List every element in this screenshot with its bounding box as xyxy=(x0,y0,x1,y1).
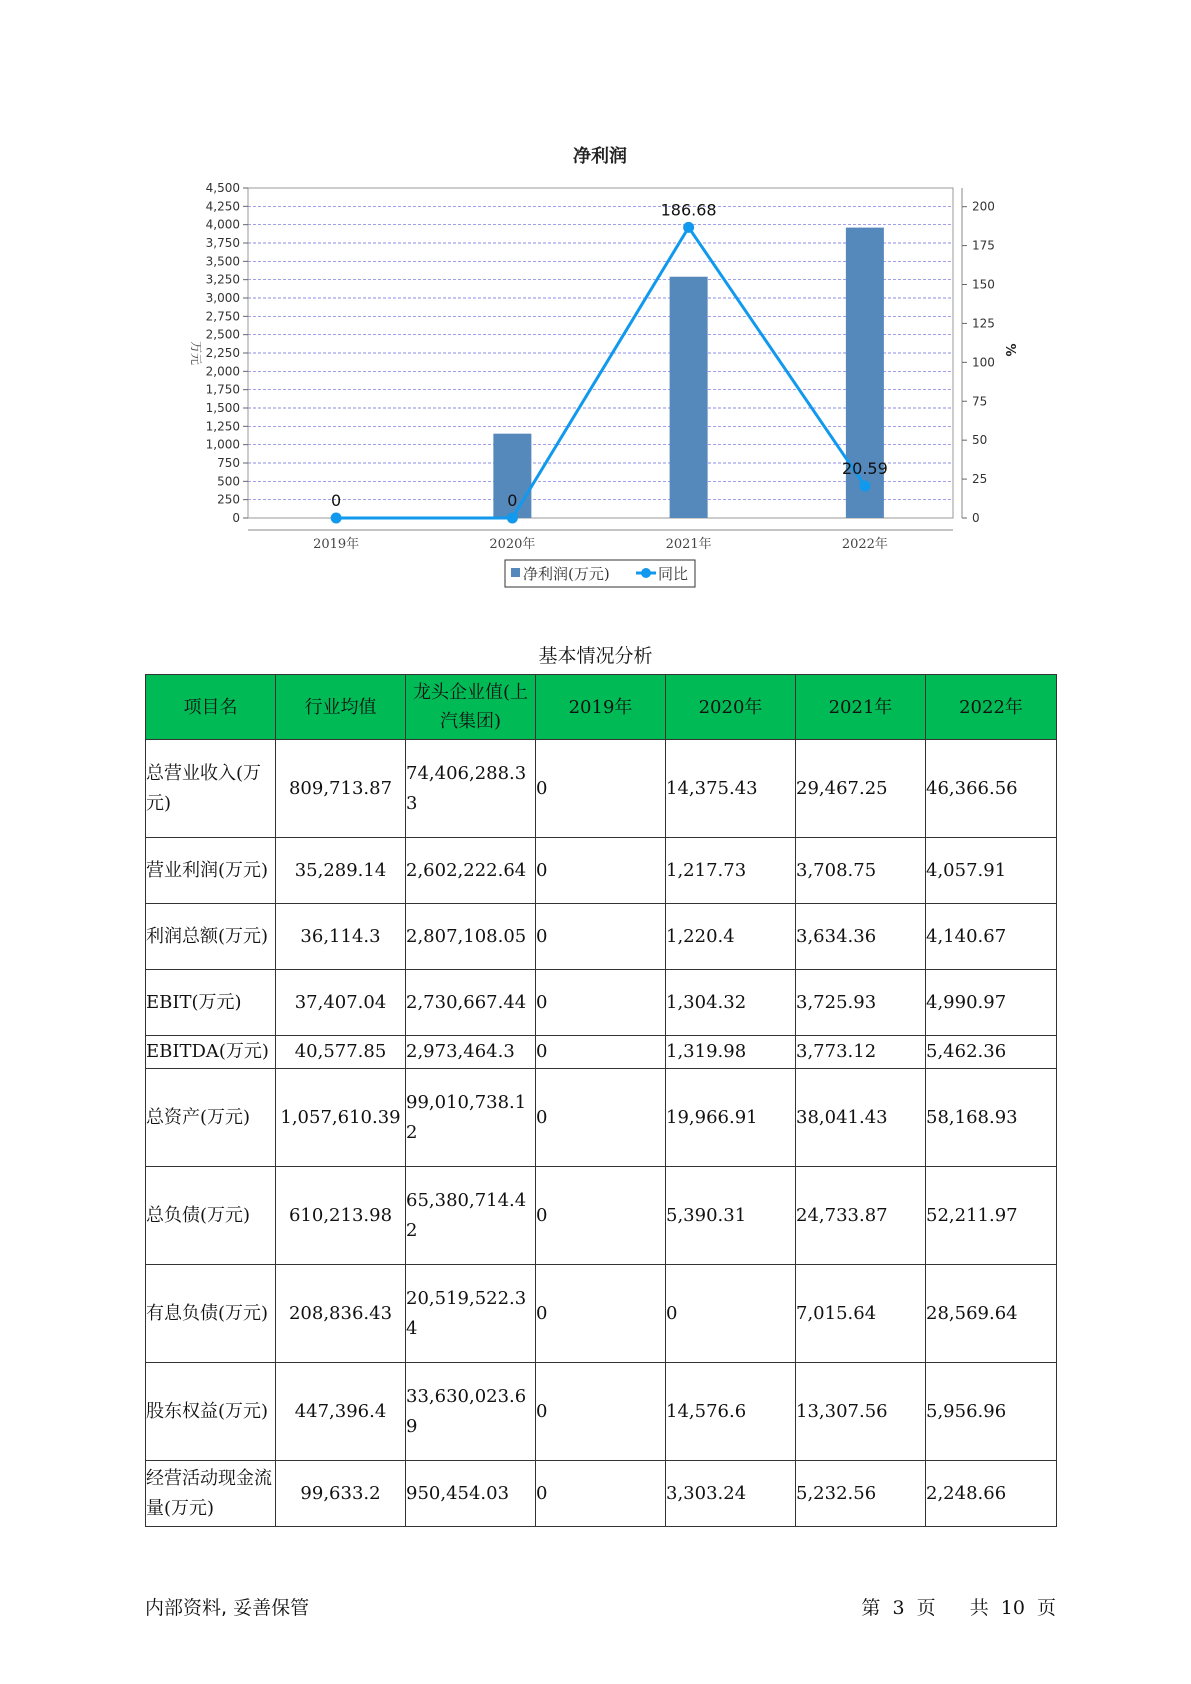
right-tick-label: 100 xyxy=(972,355,995,370)
line-point xyxy=(507,513,518,524)
cell-item-name: 总负债(万元) xyxy=(146,1167,276,1265)
left-tick-label: 1,000 xyxy=(205,437,240,452)
left-tick-label: 3,250 xyxy=(205,272,240,287)
x-tick-label: 2022年 xyxy=(841,537,888,552)
data-label: 186.68 xyxy=(660,200,717,220)
cell-industry-avg: 1,057,610.39 xyxy=(276,1069,406,1167)
cell-leader-value: 33,630,023.69 xyxy=(406,1363,536,1461)
line-path xyxy=(336,227,865,518)
right-axis xyxy=(962,188,995,525)
cell-industry-avg: 37,407.04 xyxy=(276,970,406,1036)
left-tick-label: 2,250 xyxy=(205,346,240,360)
cell-2019: 0 xyxy=(536,1461,666,1527)
chart-title: 净利润 xyxy=(573,146,627,167)
left-tick-label: 1,500 xyxy=(205,401,240,415)
cell-industry-avg: 610,213.98 xyxy=(276,1167,406,1265)
left-tick-label: 750 xyxy=(217,456,240,470)
line-series xyxy=(331,200,888,523)
table-row xyxy=(146,904,1057,970)
cell-2022: 28,569.64 xyxy=(926,1265,1057,1363)
left-tick-label: 250 xyxy=(217,492,240,507)
cell-2019: 0 xyxy=(536,838,666,904)
legend-bar-label: 净利润(万元) xyxy=(523,565,610,583)
header-leader-value: 龙头企业值(上汽集团) xyxy=(406,675,536,740)
cell-2022: 52,211.97 xyxy=(926,1167,1057,1265)
right-tick-label: 25 xyxy=(972,472,988,487)
footer-page-number xyxy=(861,1593,1056,1620)
bar xyxy=(670,277,708,518)
cell-2021: 3,725.93 xyxy=(796,970,926,1036)
left-tick-label: 500 xyxy=(217,474,240,489)
cell-leader-value: 99,010,738.12 xyxy=(406,1069,536,1167)
cell-2022: 5,956.96 xyxy=(926,1363,1057,1461)
cell-2020: 1,304.32 xyxy=(666,970,796,1036)
cell-2022: 4,057.91 xyxy=(926,838,1057,904)
basic-analysis-table xyxy=(145,674,1057,1527)
cell-2020: 1,217.73 xyxy=(666,838,796,904)
footer-confidential-note: 内部资料, 妥善保管 xyxy=(145,1597,310,1619)
data-label: 0 xyxy=(331,491,342,510)
table-row xyxy=(146,1069,1057,1167)
right-tick-label: 75 xyxy=(972,394,988,409)
cell-leader-value: 2,730,667.44 xyxy=(406,970,536,1036)
table-row xyxy=(146,1265,1057,1363)
header-2021: 2021年 xyxy=(796,675,926,740)
cell-2022: 4,140.67 xyxy=(926,904,1057,970)
cell-2019: 0 xyxy=(536,1363,666,1461)
chart-legend xyxy=(505,560,695,587)
cell-2021: 3,634.36 xyxy=(796,904,926,970)
cell-industry-avg: 447,396.4 xyxy=(276,1363,406,1461)
cell-2021: 3,773.12 xyxy=(796,1036,926,1069)
cell-2021: 3,708.75 xyxy=(796,838,926,904)
left-axis xyxy=(206,181,248,525)
left-tick-label: 0 xyxy=(232,511,240,525)
left-tick-label: 1,250 xyxy=(205,419,240,434)
cell-item-name: EBIT(万元) xyxy=(146,970,276,1036)
cell-item-name: 有息负债(万元) xyxy=(146,1265,276,1363)
right-tick-label: 0 xyxy=(972,511,980,525)
cell-2019: 0 xyxy=(536,740,666,838)
total-prefix: 共 xyxy=(969,1597,989,1619)
right-tick-label: 50 xyxy=(972,433,988,448)
cell-leader-value: 2,602,222.64 xyxy=(406,838,536,904)
net-profit-chart xyxy=(0,0,1191,600)
cell-item-name: 总资产(万元) xyxy=(146,1069,276,1167)
left-tick-label: 1,750 xyxy=(205,382,240,397)
cell-leader-value: 74,406,288.33 xyxy=(406,740,536,838)
cell-leader-value: 2,973,464.3 xyxy=(406,1036,536,1069)
cell-2021: 38,041.43 xyxy=(796,1069,926,1167)
right-tick-label: 125 xyxy=(972,316,995,331)
cell-item-name: 营业利润(万元) xyxy=(146,838,276,904)
left-tick-label: 2,500 xyxy=(205,327,240,342)
table-row xyxy=(146,1036,1057,1069)
data-label: 0 xyxy=(507,491,518,510)
cell-leader-value: 950,454.03 xyxy=(406,1461,536,1527)
header-2020: 2020年 xyxy=(666,675,796,740)
cell-2022: 4,990.97 xyxy=(926,970,1057,1036)
table-row xyxy=(146,1363,1057,1461)
table-row xyxy=(146,970,1057,1036)
left-tick-label: 2,750 xyxy=(205,309,240,324)
cell-item-name: 利润总额(万元) xyxy=(146,904,276,970)
bar-series xyxy=(493,228,884,518)
header-item-name: 项目名 xyxy=(146,675,276,740)
line-point xyxy=(331,513,342,524)
cell-2020: 3,303.24 xyxy=(666,1461,796,1527)
cell-item-name: 经营活动现金流量(万元) xyxy=(146,1461,276,1527)
left-tick-label: 4,000 xyxy=(205,217,240,232)
table-row xyxy=(146,838,1057,904)
table-row xyxy=(146,1167,1057,1265)
left-tick-label: 4,250 xyxy=(205,199,240,214)
cell-2020: 14,375.43 xyxy=(666,740,796,838)
cell-2020: 19,966.91 xyxy=(666,1069,796,1167)
total-pages: 10 xyxy=(1000,1597,1025,1619)
header-2019: 2019年 xyxy=(536,675,666,740)
left-axis-label: 万元 xyxy=(189,340,203,366)
data-label: 20.59 xyxy=(841,458,888,478)
cell-2021: 7,015.64 xyxy=(796,1265,926,1363)
left-tick-label: 3,750 xyxy=(205,236,240,250)
x-tick-label: 2020年 xyxy=(489,537,536,552)
x-tick-label: 2021年 xyxy=(665,537,712,552)
cell-industry-avg: 99,633.2 xyxy=(276,1461,406,1527)
cell-2019: 0 xyxy=(536,904,666,970)
page-number: 3 xyxy=(892,1597,905,1619)
cell-2021: 24,733.87 xyxy=(796,1167,926,1265)
left-tick-label: 2,000 xyxy=(205,364,240,379)
line-point xyxy=(859,480,870,491)
right-tick-label: 200 xyxy=(972,199,995,214)
page-prefix: 第 xyxy=(861,1597,881,1619)
cell-2021: 13,307.56 xyxy=(796,1363,926,1461)
cell-industry-avg: 40,577.85 xyxy=(276,1036,406,1069)
left-tick-label: 3,000 xyxy=(205,291,240,305)
left-tick-label: 3,500 xyxy=(205,254,240,269)
cell-2019: 0 xyxy=(536,1265,666,1363)
legend-bar-swatch xyxy=(511,568,520,577)
total-unit: 页 xyxy=(1036,1597,1056,1619)
legend-line-label: 同比 xyxy=(658,565,689,583)
left-tick-label: 4,500 xyxy=(205,181,240,195)
cell-item-name: 总营业收入(万元) xyxy=(146,740,276,838)
cell-2022: 2,248.66 xyxy=(926,1461,1057,1527)
cell-2020: 0 xyxy=(666,1265,796,1363)
cell-2021: 29,467.25 xyxy=(796,740,926,838)
header-industry-avg: 行业均值 xyxy=(276,675,406,740)
table-header-row xyxy=(146,675,1057,740)
x-tick-label: 2019年 xyxy=(313,537,360,552)
cell-leader-value: 20,519,522.34 xyxy=(406,1265,536,1363)
table-title: 基本情况分析 xyxy=(538,645,653,667)
cell-2022: 5,462.36 xyxy=(926,1036,1057,1069)
table-row xyxy=(146,740,1057,838)
line-point xyxy=(683,222,694,233)
cell-item-name: EBITDA(万元) xyxy=(146,1036,276,1069)
cell-2022: 46,366.56 xyxy=(926,740,1057,838)
x-axis-labels xyxy=(313,536,888,552)
cell-2020: 1,319.98 xyxy=(666,1036,796,1069)
cell-2022: 58,168.93 xyxy=(926,1069,1057,1167)
cell-industry-avg: 208,836.43 xyxy=(276,1265,406,1363)
cell-2019: 0 xyxy=(536,1036,666,1069)
legend-line-marker xyxy=(641,568,651,578)
cell-item-name: 股东权益(万元) xyxy=(146,1363,276,1461)
cell-2021: 5,232.56 xyxy=(796,1461,926,1527)
cell-2020: 5,390.31 xyxy=(666,1167,796,1265)
page-unit: 页 xyxy=(916,1597,936,1619)
cell-leader-value: 65,380,714.42 xyxy=(406,1167,536,1265)
cell-industry-avg: 809,713.87 xyxy=(276,740,406,838)
right-tick-label: 175 xyxy=(972,238,995,253)
cell-leader-value: 2,807,108.05 xyxy=(406,904,536,970)
cell-2020: 1,220.4 xyxy=(666,904,796,970)
table-row xyxy=(146,1461,1057,1527)
right-tick-label: 150 xyxy=(972,277,995,292)
cell-2019: 0 xyxy=(536,970,666,1036)
cell-2019: 0 xyxy=(536,1069,666,1167)
cell-industry-avg: 35,289.14 xyxy=(276,838,406,904)
cell-industry-avg: 36,114.3 xyxy=(276,904,406,970)
cell-2020: 14,576.6 xyxy=(666,1363,796,1461)
cell-2019: 0 xyxy=(536,1167,666,1265)
right-axis-label: % xyxy=(1002,343,1017,357)
header-2022: 2022年 xyxy=(926,675,1057,740)
